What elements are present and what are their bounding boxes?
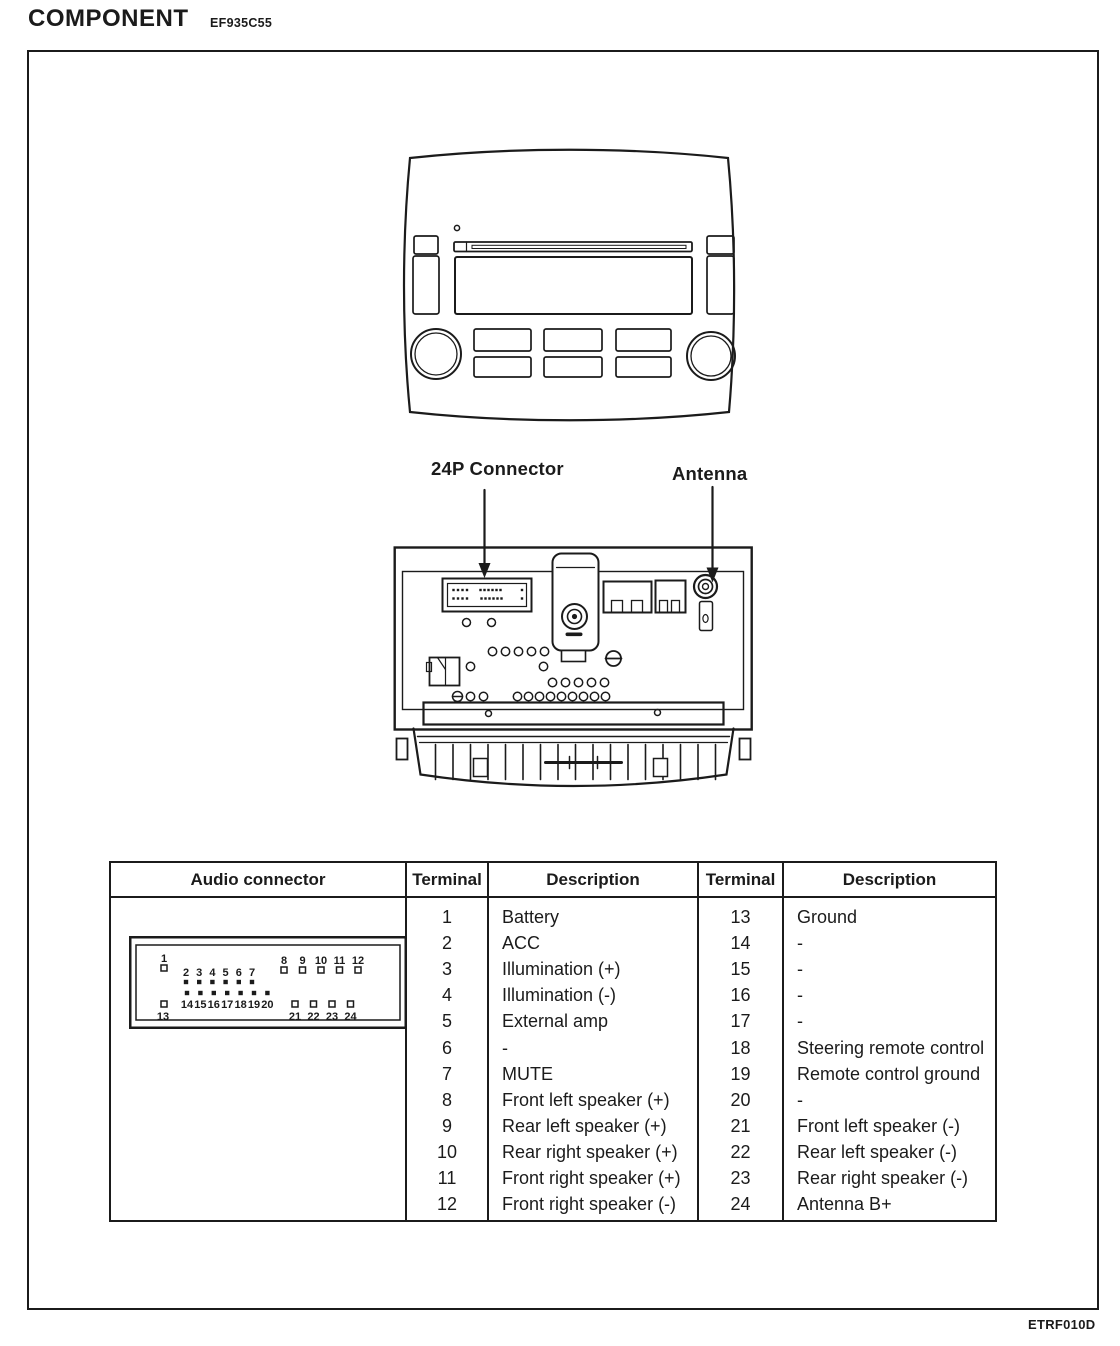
description-cell: Illumination (+): [502, 959, 621, 980]
description-cell: Rear right speaker (+): [502, 1141, 678, 1162]
terminal-cell: 1: [441, 907, 452, 928]
left-knob: [411, 329, 461, 379]
left-button-tall: [413, 256, 439, 314]
svg-text:23: 23: [325, 1011, 339, 1023]
terminal-cell: 16: [730, 985, 751, 1006]
svg-text:20: 20: [261, 999, 274, 1011]
terminal-cell: 10: [436, 1141, 458, 1162]
terminal-column-left: [407, 898, 489, 1220]
terminal-cell: 12: [436, 1194, 458, 1215]
screw: [606, 651, 622, 666]
svg-text:2: 2: [182, 967, 190, 979]
label-antenna: Antenna: [672, 463, 748, 484]
svg-text:18: 18: [234, 999, 247, 1011]
svg-text:16: 16: [207, 999, 220, 1011]
radio-rear-view: [395, 548, 752, 787]
description-cell: ACC: [502, 933, 541, 954]
description-cell: Rear right speaker (-): [797, 1167, 969, 1188]
terminal-cell: 24: [730, 1194, 751, 1215]
description-cell: Rear left speaker (+): [502, 1115, 667, 1136]
description-cell: -: [797, 1011, 803, 1032]
svg-text:1: 1: [160, 953, 168, 965]
terminal-cell: 17: [730, 1011, 751, 1032]
audio-connector-cell: [111, 898, 407, 1220]
radio-front-outline: [404, 150, 734, 421]
svg-text:15: 15: [194, 999, 207, 1011]
terminal-column-right: [699, 898, 784, 1220]
description-cell: -: [797, 933, 803, 954]
left-button-small: [414, 236, 438, 254]
page-title: COMPONENT: [28, 5, 189, 32]
display-panel: [455, 257, 692, 314]
terminal-cell: 21: [730, 1115, 751, 1136]
terminal-cell: 6: [441, 1037, 452, 1058]
header-description-left: Description: [489, 863, 699, 896]
arrow-antenna: [707, 487, 719, 583]
description-cell: Front left speaker (+): [502, 1089, 670, 1110]
power-led: [454, 225, 459, 230]
terminal-cell: 9: [441, 1115, 452, 1136]
arrow-24p-connector: [479, 490, 491, 578]
header-audio-connector: Audio connector: [111, 863, 407, 896]
description-cell: Remote control ground: [797, 1063, 981, 1084]
header-terminal-right: Terminal: [699, 863, 784, 896]
audio-connector-pinout: [129, 936, 407, 1029]
description-cell: Rear left speaker (-): [797, 1141, 958, 1162]
svg-text:19: 19: [247, 999, 261, 1011]
terminal-cell: 2: [441, 933, 452, 954]
svg-text:22: 22: [307, 1011, 320, 1023]
component-diagram-frame: [27, 50, 1099, 1310]
terminal-cell: 19: [730, 1063, 751, 1084]
bottom-tray: [397, 729, 751, 787]
terminal-cell: 4: [441, 985, 452, 1006]
description-cell: -: [797, 1089, 803, 1110]
right-button-tall: [707, 256, 734, 314]
terminal-cell: 14: [730, 933, 751, 954]
svg-text:10: 10: [314, 955, 328, 967]
svg-text:3: 3: [196, 967, 203, 979]
header-terminal-left: Terminal: [407, 863, 489, 896]
description-cell: Front right speaker (+): [502, 1167, 681, 1188]
description-cell: Illumination (-): [502, 985, 617, 1006]
terminal-cell: 7: [441, 1063, 452, 1084]
description-cell: MUTE: [502, 1063, 553, 1084]
component-diagram: [29, 140, 1096, 856]
description-cell: -: [797, 959, 803, 980]
right-knob: [687, 332, 735, 380]
description-cell: -: [502, 1037, 508, 1058]
description-cell: Ground: [797, 907, 858, 928]
svg-text:21: 21: [288, 1011, 302, 1023]
svg-text:5: 5: [222, 967, 229, 979]
24p-connector-socket: [443, 579, 532, 612]
svg-text:11: 11: [333, 955, 346, 967]
label-24p-connector: 24P Connector: [431, 458, 564, 479]
description-cell: Battery: [502, 907, 560, 928]
description-column-right: [784, 898, 995, 1220]
description-cell: Front right speaker (-): [502, 1194, 677, 1215]
description-cell: -: [797, 985, 803, 1006]
svg-text:7: 7: [248, 967, 256, 979]
figure-code: ETRF010D: [1028, 1317, 1096, 1332]
preset-buttons: [474, 329, 671, 377]
rear-left-component: [427, 658, 460, 686]
cd-slot: [454, 242, 692, 252]
svg-text:24: 24: [344, 1011, 357, 1023]
pin-assignment-table: [109, 861, 997, 1222]
header-description-right: Description: [842, 869, 937, 889]
svg-text:17: 17: [221, 999, 234, 1011]
page-code: EF935C55: [210, 16, 273, 30]
table-header-row: [111, 863, 995, 898]
svg-text:12: 12: [351, 955, 365, 967]
terminal-cell: 13: [730, 907, 751, 928]
terminal-cell: 23: [730, 1167, 751, 1188]
svg-text:14: 14: [180, 999, 194, 1011]
table-body: [111, 898, 995, 1220]
svg-text:9: 9: [299, 955, 306, 967]
rear-cutout-right: [656, 581, 686, 613]
radio-front-view: [404, 150, 735, 421]
terminal-cell: 22: [730, 1141, 751, 1162]
terminal-cell: 5: [441, 1011, 452, 1032]
description-cell: Front left speaker (-): [797, 1115, 961, 1136]
right-button-small: [707, 236, 734, 254]
rear-cutout-left: [604, 582, 652, 613]
svg-text:13: 13: [156, 1011, 170, 1023]
rear-bottom-bar: [424, 703, 724, 725]
svg-text:4: 4: [209, 967, 216, 979]
terminal-cell: 11: [437, 1167, 457, 1188]
description-column-left: [489, 898, 699, 1220]
terminal-cell: 20: [730, 1089, 751, 1110]
terminal-cell: 18: [730, 1037, 751, 1058]
description-cell: External amp: [502, 1011, 609, 1032]
description-cell: Antenna B+: [797, 1194, 892, 1215]
center-bracket: [553, 554, 599, 662]
terminal-cell: 8: [441, 1089, 452, 1110]
svg-text:6: 6: [235, 967, 242, 979]
svg-text:8: 8: [280, 955, 288, 967]
terminal-cell: 15: [730, 959, 751, 980]
antenna-jack: [694, 575, 717, 631]
terminal-cell: 3: [441, 959, 452, 980]
description-cell: Steering remote control: [797, 1037, 985, 1058]
